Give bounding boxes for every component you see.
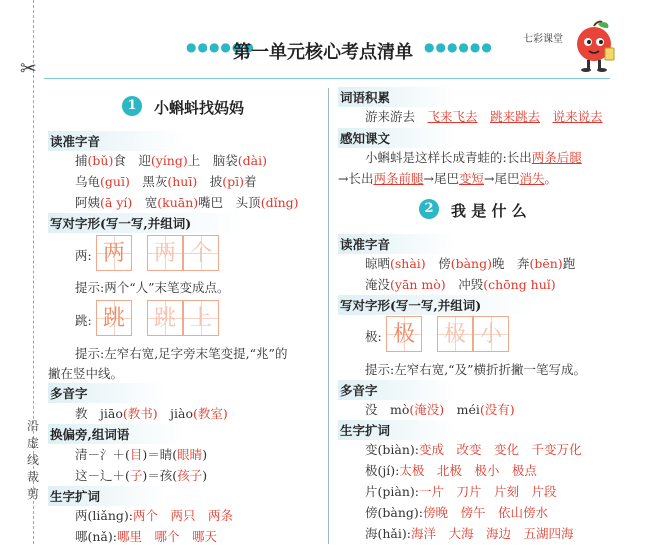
lesson-number-badge: 2	[419, 199, 439, 219]
section-heading: 多音字	[338, 380, 455, 400]
lesson-title: 小蝌蚪找妈妈	[154, 99, 245, 117]
char-grid-box: 跳	[96, 300, 132, 336]
word-expansion-line: 极(jí):太极 北极 极小 极点	[365, 463, 537, 478]
pinyin-line: 晾晒(shài) 傍(bàng)晚 奔(bēn)跑	[365, 256, 576, 271]
char-grid-box: 极	[386, 316, 422, 352]
tip-text: 提示:左窄右宽,“及”横折折撇一笔写成。	[365, 362, 586, 377]
pinyin-line: 阿姨(ā yí) 宽(kuān)嘴巴 头顶(dǐng)	[75, 195, 299, 210]
section-heading: 写对字形(写一写,并组词)	[48, 213, 245, 233]
lesson-number-badge: 1	[122, 96, 142, 116]
char-grid-box: 上	[183, 300, 219, 336]
section-heading: 词语积累	[338, 87, 455, 107]
section-heading: 感知课文	[338, 128, 455, 148]
pinyin-line: 淹没(yān mò) 冲毁(chōng huǐ)	[365, 277, 556, 292]
section-heading: 写对字形(写一写,并组词)	[338, 295, 535, 315]
char-label: 两:	[75, 248, 92, 263]
header-rule	[44, 78, 610, 79]
radical-line: 这－辶＋(子)＝孩(孩子)	[75, 468, 208, 483]
word-expansion-line: 两(liǎng):两个 两只 两条	[75, 508, 233, 523]
page-title: 第一单元核心考点清单	[233, 42, 413, 63]
char-grid-box: 极	[437, 316, 473, 352]
section-heading: 换偏旁,组词语	[48, 424, 185, 444]
word-expansion-line: 片(piàn):一片 刀片 片刻 片段	[365, 484, 557, 499]
pinyin-line: 捕(bǔ)食 迎(yíng)上 脑袋(dài)	[75, 153, 267, 168]
column-divider	[328, 88, 329, 544]
word-expansion-line: 海(hǎi):海洋 大海 海边 五湖四海	[365, 526, 574, 541]
apple-mascot-icon	[572, 20, 616, 76]
word-expansion-line: 傍(bàng):傍晚 傍午 依山傍水	[365, 505, 548, 520]
char-label: 极:	[365, 329, 382, 344]
title-dots-right: ●●●●●●	[424, 40, 493, 54]
section-heading: 读准字音	[48, 131, 185, 151]
char-grid-box: 两	[96, 235, 132, 271]
word-expansion-line: 哪(nǎ):哪里 哪个 哪天	[75, 529, 217, 544]
char-label: 跳:	[75, 313, 92, 328]
pinyin-line: 乌龟(guī) 黑灰(huī) 披(pī)着	[75, 174, 257, 189]
tip-text: 提示:两个“人”末笔变成点。	[75, 280, 230, 295]
char-grid-box: 跳	[147, 300, 183, 336]
polyphone-line: 没 mò(淹没) méi(没有)	[365, 402, 515, 417]
radical-line: 清－氵＋(目)＝睛(眼睛)	[75, 447, 208, 462]
char-grid-box: 小	[473, 316, 509, 352]
cut-instruction: 沿虚线裁剪	[27, 419, 40, 501]
polyphone-line: 教 jiāo(教书) jiào(教室)	[75, 406, 228, 421]
section-heading: 生字扩词	[48, 486, 165, 506]
section-heading: 多音字	[48, 383, 165, 403]
word-expansion-line: 变(biàn):变成 改变 变化 千变万化	[365, 442, 582, 457]
lesson-title: 我 是 什 么	[451, 202, 527, 220]
text-summary-line: 小蝌蚪是这样长成青蛙的:长出两条后腿	[365, 150, 582, 165]
char-grid-box: 个	[183, 235, 219, 271]
word-accumulation-line: 游来游去 飞来飞去 跳来跳去 说来说去	[365, 109, 603, 124]
tip-text: 撇在竖中线。	[48, 366, 124, 381]
section-heading: 读准字音	[338, 234, 455, 254]
title-dots-left: ●●●●●●	[186, 40, 255, 54]
brand-label: 七彩课堂	[523, 34, 563, 45]
tip-text: 提示:左窄右宽,足字旁末笔变提,“兆”的	[75, 346, 288, 361]
section-heading: 生字扩词	[338, 420, 455, 440]
char-grid-box: 两	[147, 235, 183, 271]
text-summary-line: →长出两条前腿→尾巴变短→尾巴消失。	[338, 171, 558, 186]
scissors-icon: ✂	[20, 56, 37, 80]
